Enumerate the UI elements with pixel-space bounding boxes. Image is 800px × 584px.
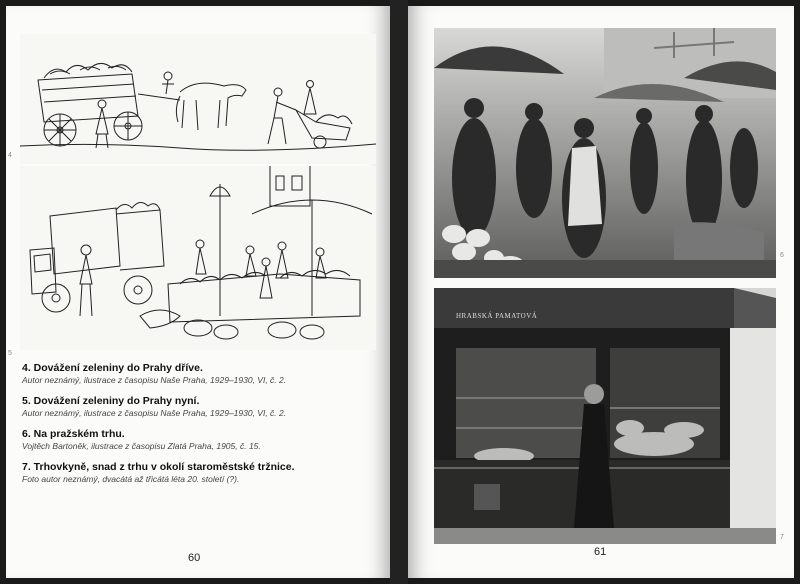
painting-market [434, 28, 776, 278]
caption-title: 6. Na pražském trhu. [22, 428, 125, 440]
shop-sign: HRABSKÁ PAMATOVÁ [456, 312, 538, 320]
truck-sketch [20, 166, 376, 350]
caption-4 [22, 362, 372, 386]
caption-credit: Vojtěch Bartoněk, ilustrace z časopisu Zlatá Praha, 1905, č. 15. [22, 441, 261, 451]
page-number-left: 60 [188, 552, 201, 564]
caption-title: 7. Trhovkyně, snad z trhu v okolí staroměstské tržnice. [22, 461, 295, 473]
figure-label-4: 4 [8, 152, 12, 159]
caption-credit: Foto autor neznámý, dvacátá až třicátá léta 20. století (?). [22, 474, 240, 484]
figure-label-5: 5 [8, 350, 12, 357]
figure-label-6: 6 [780, 252, 784, 259]
page-number-right: 61 [594, 546, 607, 558]
caption-5 [22, 395, 372, 419]
caption-title: 5. Dovážení zeleniny do Prahy nyní. [22, 395, 200, 407]
photo-market-kiosk [434, 288, 776, 544]
captions [22, 362, 372, 494]
kiosk-photo [434, 288, 776, 544]
market-painting [434, 28, 776, 278]
caption-credit: Autor neznámý, ilustrace z časopisu Naše Praha, 1929–1930, VI, č. 2. [22, 408, 287, 418]
caption-6 [22, 428, 372, 452]
caption-7 [22, 461, 372, 485]
caption-title: 4. Dovážení zeleniny do Prahy dříve. [22, 362, 203, 374]
illustration-truck-new [20, 166, 376, 350]
caption-credit: Autor neznámý, ilustrace z časopisu Naše Praha, 1929–1930, VI, č. 2. [22, 375, 287, 385]
book-gutter [390, 0, 408, 584]
figure-label-7: 7 [780, 534, 784, 541]
illustration-cart-old [20, 34, 376, 164]
cart-sketch [20, 34, 376, 164]
right-page [408, 6, 794, 578]
left-page [6, 6, 390, 578]
